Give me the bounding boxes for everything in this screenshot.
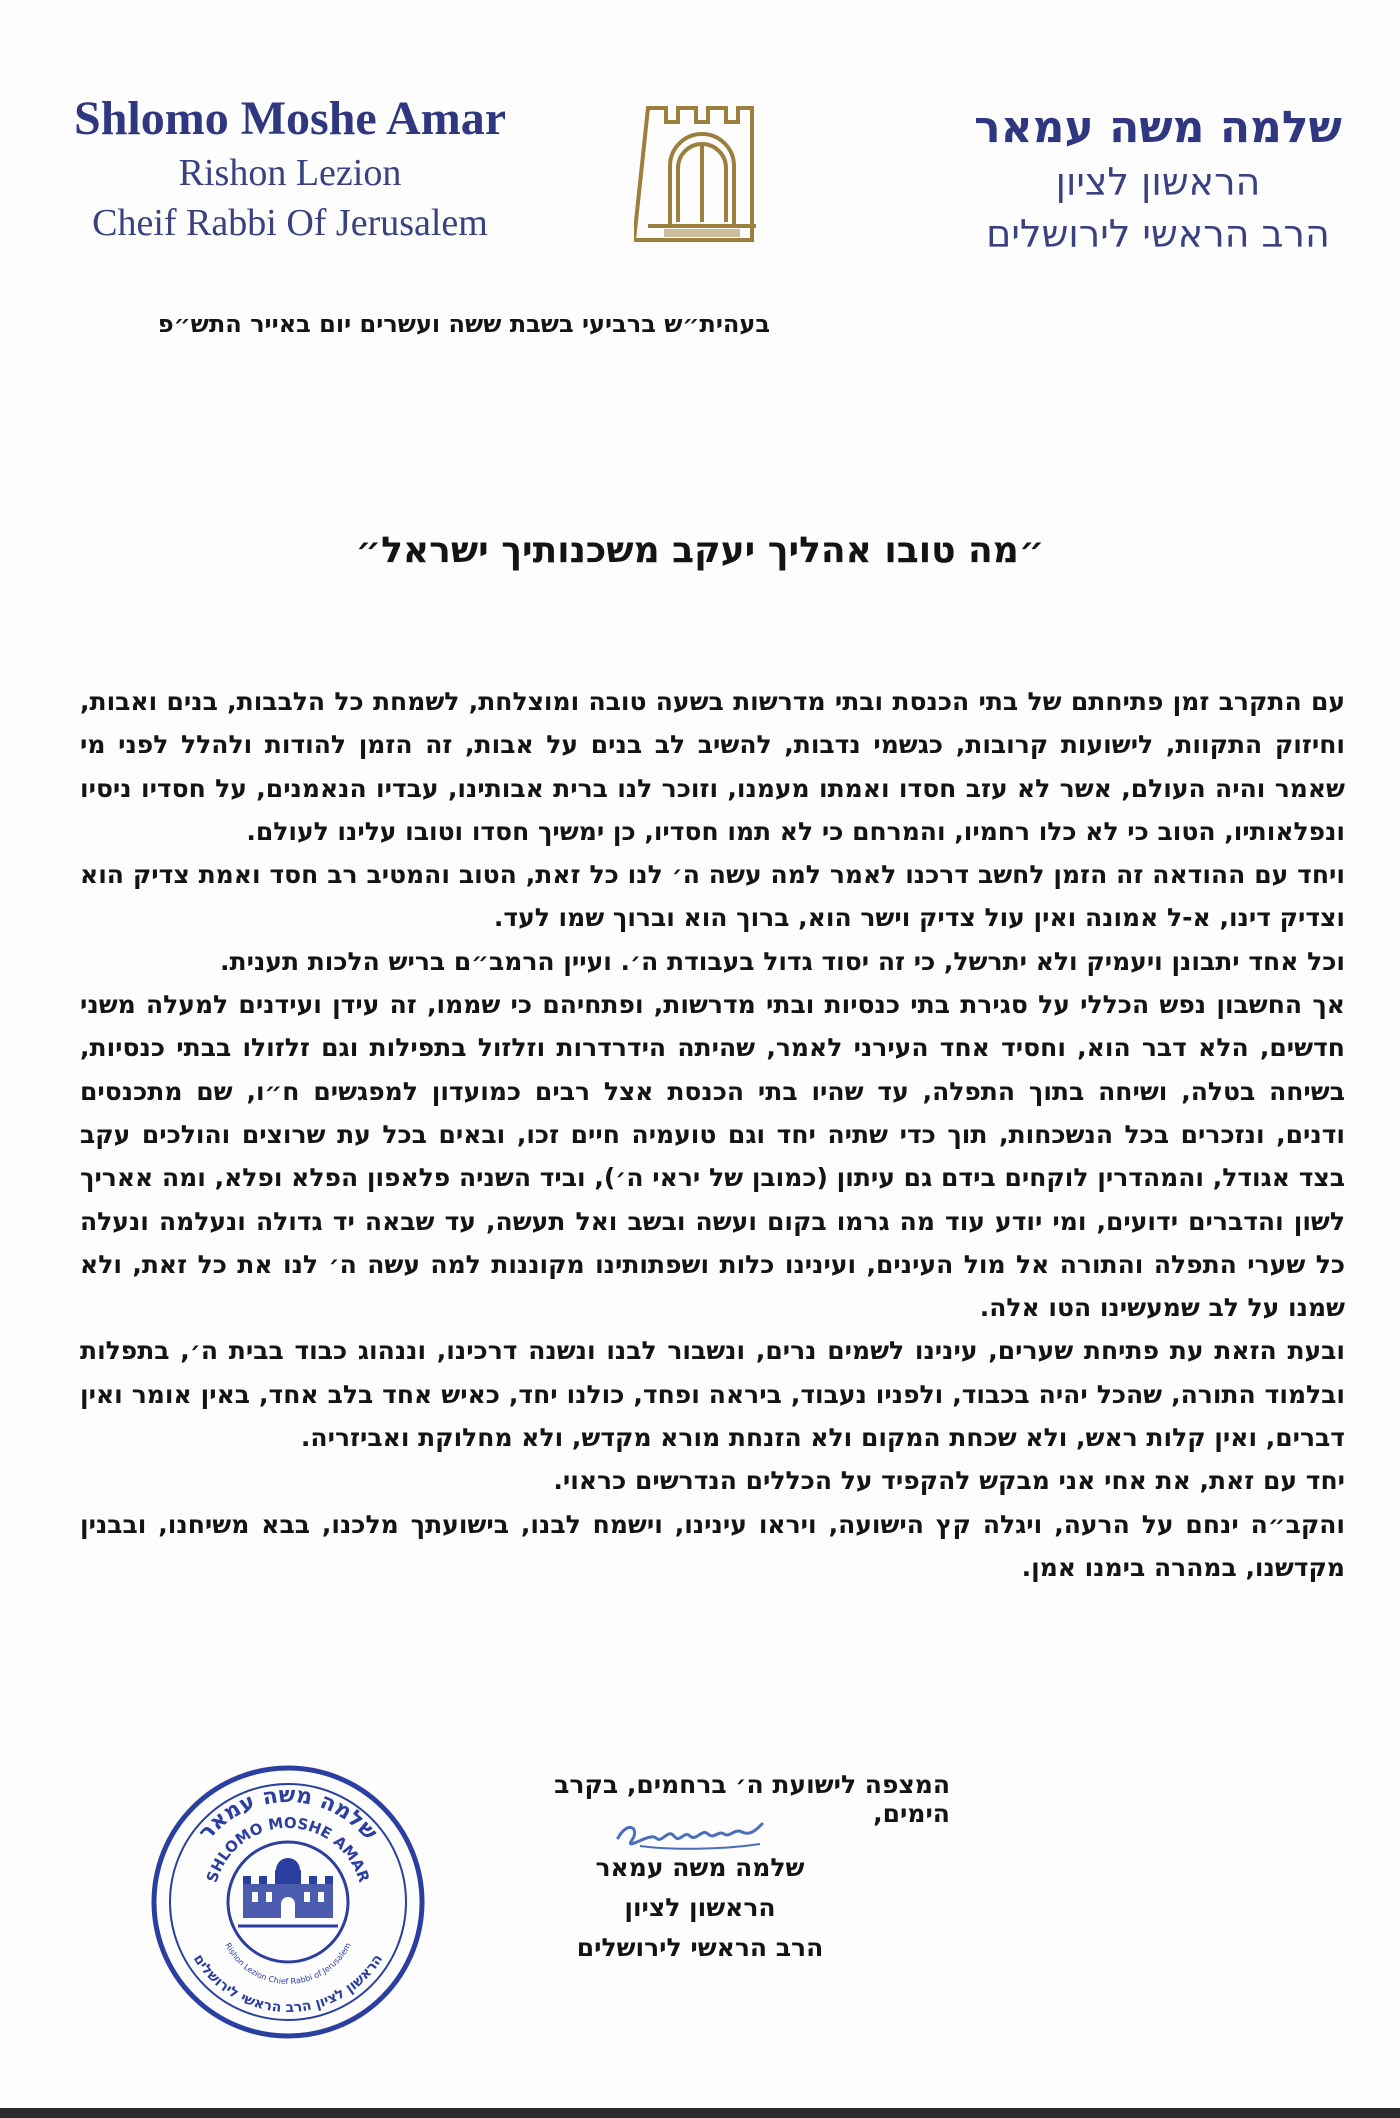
letterhead-hebrew-title2: הרב הראשי לירושלים bbox=[986, 212, 1330, 256]
stamp-english-small: Rishon Lezion Chief Rabbi of Jerusalem bbox=[223, 1941, 353, 1987]
body-paragraph: וכל אחד יתבונן ויעמיק ולא יתרשל, כי זה יסוד גדול בעבודת ה׳. ועיין הרמב״ם בריש הלכות תענית. bbox=[220, 946, 1345, 976]
body-paragraph: ויחד עם ההודאה זה הזמן לחשב דרכנו לאמר למה עשה ה׳ לנו כל זאת, הטוב והמטיב רב חסד ואמת צדיק הוא וצדיק דינו, א-ל אמונה ואין עול צדיק וישר הוא, ברוך הוא וברוך שמו לעד. bbox=[80, 860, 1345, 933]
letterhead-english-title2: Cheif Rabbi Of Jerusalem bbox=[92, 202, 488, 244]
letterhead-english bbox=[40, 90, 540, 248]
date-line: בעהית״ש ברביעי בשבת ששה ועשרים יום באייר התש״פ bbox=[157, 310, 770, 338]
body-paragraph: והקב״ה ינחם על הרעה, ויגלה קץ הישועה, ויראו עינינו, וישמח לבנו, בישועתך מלכנו, בבא משיחנו, ובבנין מקדשנו, במהרה בימנו אמן. bbox=[80, 1509, 1345, 1582]
signer-title2: הרב הראשי לירושלים bbox=[576, 1933, 824, 1962]
letterhead-english-title1: Rishon Lezion bbox=[178, 152, 402, 194]
stamp-english-ring: SHLOMO MOSHE AMAR bbox=[202, 1813, 374, 1885]
letterhead-hebrew-title1: הראשון לציון bbox=[1055, 160, 1261, 204]
signer-title1: הראשון לציון bbox=[624, 1893, 776, 1922]
tower-gate-emblem-icon bbox=[634, 96, 770, 256]
letterhead-hebrew bbox=[958, 100, 1358, 260]
page-bottom-edge bbox=[0, 2108, 1400, 2118]
letterhead-english-name: Shlomo Moshe Amar bbox=[74, 92, 506, 145]
letter-body bbox=[80, 680, 1345, 1589]
letterhead-hebrew-name: שלמה משה עמאר bbox=[974, 102, 1342, 153]
signature-block bbox=[560, 1848, 840, 1968]
body-paragraph: עם התקרב זמן פתיחתם של בתי הכנסת ובתי מדרשות בשעה טובה ומוצלחת, לשמחת כל הלבבות, בנים ואבות, וחיזוק התקוות, לישועות קרובות, כגשמי נדבות, להשיב לב בנים על אבות, זה הזמן להודות ולהלל לפני מי שאמר והיה העולם, אשר לא עזב חסדו ואמתו מעמנו, וזוכר לנו ברית אבותינו, עבדיו הנאמנים, על חסדיו ניסיו ונפלאותיו, הטוב כי לא כלו רחמיו, והמרחם כי לא תמו חסדיו, כן ימשיך חסדו וטובו עלינו לעולם. bbox=[80, 687, 1345, 846]
body-paragraph: יחד עם זאת, את אחי אני מבקש להקפיד על הכללים הנדרשים כראוי. bbox=[553, 1466, 1345, 1496]
signer-name: שלמה משה עמאר bbox=[595, 1853, 805, 1882]
official-round-stamp-icon bbox=[148, 1762, 428, 2042]
letter-title: ״מה טובו אהליך יעקב משכנותיך ישראל״ bbox=[355, 530, 1045, 571]
svg-text:Rishon Lezion Chief Rabbi of J bbox=[223, 1941, 353, 1986]
stamp-hebrew-top: שלמה משה עמאר bbox=[193, 1782, 383, 1846]
body-paragraph: ובעת הזאת עת פתיחת שערים, עינינו לשמים נרים, ונשבור לבנו ונשנה דרכינו, וננהוג כבוד בבית ה׳, בתפלות ובלמוד התורה, שהכל יהיה בכבוד, ולפניו נעבוד, ביראה ופחד, כולנו יחד, כאיש אחד בלב אחד, באין אומר ואין דברים, ואין קלות ראש, ולא שכחת המקום ולא הזנחת מורא מקדש, ולא מחלוקת ואביזריה. bbox=[80, 1336, 1345, 1453]
stamp-hebrew-bottom: הראשון לציון הרב הראשי לירושלים bbox=[189, 1951, 387, 2017]
closing-line: המצפה לישועת ה׳ ברחמים, בקרב הימים, bbox=[554, 1770, 950, 1828]
body-paragraph: אך החשבון נפש הכללי על סגירת בתי כנסיות ובתי מדרשות, ופתחיהם כי שממו, זה עידן ועידנים למעלה משני חדשים, הלא דבר הוא, וחסיד אחד העירני לאמר, שהיתה הידרדרות וזלזול בתפילות וגם זלזולו בבתי כנסיות, בשיחה בטלה, ושיחה בתוך התפלה, עד שהיו בתי הכנסת אצל רבים כמועדון למפגשים ח״ו, שם מתכנסים ודנים, ונזכרים בכל הנשכחות, תוך כדי שתיה יחד וגם טועמיה חיים זכו, ובאים בכל עת שרוצים והולכים עקב בצד אגודל, והמהדרין לוקחים בידם גם עיתון (כמובן של יראי ה׳), וביד השניה פלאפון הפלא ופלא, ומה אאריך לשון והדברים ידועים, ומי יודע עוד מה גרמו בקום ועשה ובשב ואל תעשה, עד שבאה יד גדולה ונעלמה ונעלה כל שערי התפלה והתורה אל מול העינים, ועינינו כלות ושפתותינו מקוננות למה עשה ה׳ לנו את כל זאת, ולא שמנו על לב שמעשינו הטו אלה. bbox=[80, 990, 1345, 1323]
